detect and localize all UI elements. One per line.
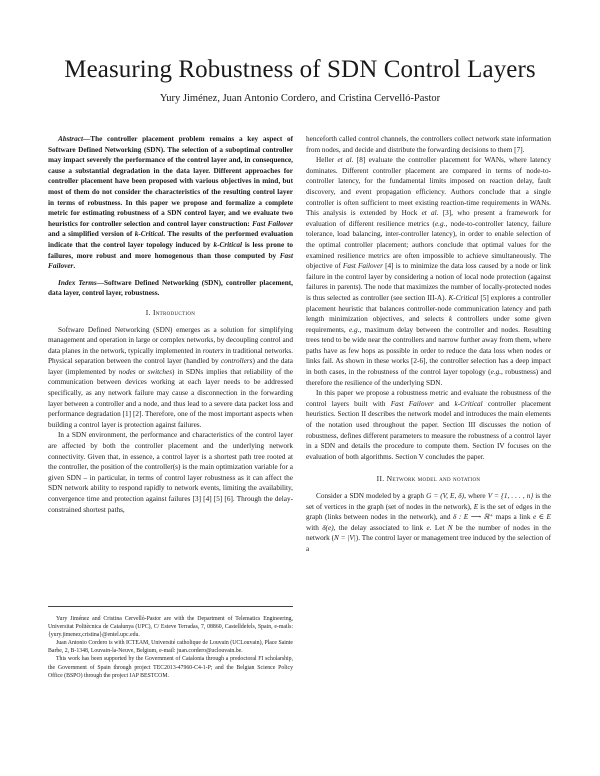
abstract-label: Abstract— xyxy=(58,135,91,143)
network-model-paragraph xyxy=(306,491,551,555)
nm-vertices: V = {1, . . . , n} xyxy=(487,492,534,500)
abstract-k-critical: k-Critical xyxy=(134,230,164,239)
rw-e: [4] is to minimize the data loss caused by a node or link failure in the control layer by considering a notion of local node protection (against failures in parents). The node that maximizes the number of locally-protected nodes is thus selected as controller (see section III-A). xyxy=(306,262,551,302)
index-terms-label: Index Terms xyxy=(58,278,97,287)
nm-de: δ(e) xyxy=(322,523,334,532)
rw-b: [8] evaluate the controller placement for WANs, where latency dominates. Different controller placement are compared in terms of node-to-controller latency, for the fundamental limits imposed on reaction delay, fault discovery, and event propagation efficiency. Authors conclude that a single controller is often sufficient to meet existing reaction-time requirements in WANs. This analysis is extended by Hock xyxy=(306,156,551,218)
nm-b: , where xyxy=(464,492,488,500)
rw-k-critical: K-Critical xyxy=(448,293,479,302)
po-a: In this paper we propose a robustness metric and evaluate the robustness of the control layers built with xyxy=(306,389,551,408)
abstract-text-2: and a simplified version of xyxy=(48,230,135,239)
paper-authors: Yury Jiménez, Juan Antonio Cordero, and Cristina Cervelló-Pastor xyxy=(159,93,441,104)
section-2-heading xyxy=(306,474,551,485)
abstract-text-3: . The results of the performed evaluation indicate that the control layer topology induced by xyxy=(48,230,293,249)
rw-a: Heller xyxy=(316,156,338,165)
rw-etal: et al. xyxy=(337,156,354,165)
footnote-affiliation-2: Juan Antonio Cordero is with ICTEAM, Université catholique de Louvain (UCLouvain), Place Sainte Barbe, 2, B-1348, Louvain-la-Neuve, Belgium, e-mail: juan.cordero@uclouvain.be. xyxy=(48,640,293,655)
footnote xyxy=(48,606,293,680)
po-k-critical: k-Critical xyxy=(454,399,483,408)
nm-d: is the set of edges in the graph (links between nodes in the network), and xyxy=(306,502,551,522)
po-fast-failover: Fast Failover xyxy=(390,399,434,408)
intro-paragraph-2: In a SDN environment, the performance and characteristics of the control layer are affected by both the controller placement and the underlying network connectivity. Given that, in essence, a control layer is a shortest path tree rooted at the controller, the position of the controller(s) is the main optimization variable for a given SDN – in particular, in terms of control layer robustness as it can affect the SDN network ability to respond rapidly to network events, limiting the availability, convergence time and protection against failures [3] [4] [5] [6]. Through the delay-constrained shortest paths, xyxy=(48,431,293,514)
nm-j: ). The control layer or management tree induced by the selection of a xyxy=(306,534,551,553)
paper-outline-paragraph xyxy=(306,388,551,462)
nm-edges: E xyxy=(473,502,479,511)
intro-1e: ) in SDNs implies that reliability of the communication between devices working at each layer needs to be addressed specifically, as any network failure may cause a disconnection in the forwarding layer between a controller and a node, and thus lead to a severe data packet loss and performance degradation [1] [2]. Therefore, one of the most important aspects when building a control layer is protection against failures. xyxy=(48,367,293,429)
nm-c: is the set of vertices in the graph (set of nodes in the network), xyxy=(306,492,551,511)
nm-e: maps a link xyxy=(493,513,533,522)
rw-f: [5] explores a controller placement heuristic that balances controller-node communication latency and path length minimization objectives, and selects xyxy=(306,293,551,324)
nm-graph: G = (V, E, δ) xyxy=(426,492,465,500)
rw-c: [3], who present a framework for evaluation of different resilience metrics ( xyxy=(306,209,551,228)
abstract-fast-failover-2: Fast Failover xyxy=(48,251,293,271)
index-terms xyxy=(48,278,293,299)
po-b: and xyxy=(433,399,455,408)
rw-d: , node-to-controller latency, failure tolerance, load balancing, inter-controller latency), in order to enable selection of the optimal controller placement; authors conclude that optimal values for the examined resilience metrics are often impossible to achieve simultaneously. The objective of xyxy=(306,219,552,271)
rw-k: k xyxy=(448,315,453,324)
section-1-number: I. xyxy=(145,307,151,317)
left-column xyxy=(48,134,293,515)
nm-n: N xyxy=(447,523,453,532)
paper-title: Measuring Robustness of SDN Control Layers xyxy=(64,56,536,83)
abstract xyxy=(48,134,293,272)
nm-f: with xyxy=(306,523,323,532)
nm-nv: N = |V| xyxy=(334,534,356,543)
intro-switches: switches xyxy=(147,367,173,376)
nm-g2: , the delay associated to link xyxy=(333,523,427,532)
rw-eg-2: e.g. xyxy=(348,325,360,334)
nm-el: e xyxy=(426,523,430,532)
abstract-text-1: The controller placement problem remains a key aspect of Software Defined Networking (SDN). The selection of a suboptimal controller may impact severely the performance of the control layer and, in consequence, cause a substantial degradation in the data layer. Different approaches for controller placement have been proposed with various objectives in mind, but most of them do not consider the characteristics of the resulting control layer in terms of robustness. In this paper we propose and formalize a complete metric for estimating robustness of a SDN control layer, and we evaluate two heuristics for controller selection and control layer construction: xyxy=(48,135,293,228)
intro-1a: Software Defined Networking (SDN) emerges as a solution for simplifying management and operation in large or complex networks, by decoupling control and data planes in the network, typically implemented in xyxy=(48,325,293,355)
footnote-affiliation-1: Yury Jiménez and Cristina Cervelló-Pastor are with the Department of Telematics Engineering, Universitat Politècnica de Catalunya (UPC), C/ Esteve Terradas, 7, 08860, Castelldefels, Spain, e-mails: {yury.jimenez,cristina}@entel.upc.edu. xyxy=(48,616,293,639)
rw-g: controllers under some given requirements, xyxy=(306,315,552,334)
section-1-heading xyxy=(48,308,293,319)
abstract-fast-failover: Fast Failover xyxy=(252,219,293,228)
nm-i: be the number of nodes in the network ( xyxy=(306,523,551,543)
related-work-paragraph xyxy=(306,155,551,388)
intro-1b: in traditional networks. Physical separation between the control layer (handled by xyxy=(48,346,293,366)
intro-controllers: controllers xyxy=(220,357,253,366)
rw-i: , robustness) and therefore the resilience of the underlying SDN. xyxy=(306,368,552,387)
section-2-number: II. xyxy=(376,474,385,484)
rw-etal-2: et al. xyxy=(421,209,439,218)
right-column xyxy=(306,134,551,555)
intro-1c: ) and the data layer (implemented by xyxy=(48,357,293,376)
intro-routers: routers xyxy=(202,346,224,355)
intro-nodes: nodes xyxy=(118,367,136,376)
nm-ein: e ∈ E xyxy=(532,513,551,522)
nm-a: Consider a SDN modeled by a graph xyxy=(316,492,427,500)
nm-h: . Let xyxy=(429,523,448,532)
abstract-text-4: is less prone to failures, more robust and more homogenous than those computed by xyxy=(48,240,293,260)
intro-1d: or xyxy=(135,367,148,376)
right-paragraph-0: henceforth called control channels, the controllers collect network state information from nodes, and decide and distribute the forwarding decisions to them [7]. xyxy=(306,135,551,154)
abstract-k-critical-2: k-Critical xyxy=(213,240,243,249)
rw-h: , maximum delay between the controller and nodes. Resulting trees tend to be wide near the controllers and narrow further away from them, where paths have as few hops as possible in order to reduce the data loss when nodes or links fail. As shown in these works [2-6], the controller selection has a deep impact in both cases, in the robustness of the control layer topology ( xyxy=(306,325,551,377)
abstract-text-5: . xyxy=(73,262,76,271)
footnote-funding: This work has been supported by the Government of Catalonia through a predoctoral FI scholarship, the Government of Spain through project TEC2013-47960-C4-1-P; and the Belgian Science Policy Office (BSPO) through the project IAP BESTCOM. xyxy=(48,656,293,679)
rw-eg: e.g. xyxy=(434,219,446,228)
nm-delta: δ : E ⟶ ℝ⁺ xyxy=(453,513,494,522)
section-1-title: Introduction xyxy=(152,307,196,317)
section-2-title: Network model and notation xyxy=(386,474,481,484)
intro-paragraph-1 xyxy=(48,325,293,431)
rw-fast-failover: Fast Failover xyxy=(342,262,383,271)
index-terms-text: —Software Defined Networking (SDN), controller placement, data layer, control layer, robustness. xyxy=(48,278,293,298)
po-c: controller placement heuristics. Section II describes the network model and introduces the main elements of the notation used throughout the paper. Section III discusses the notion of robustness, defines different parameters to measure the robustness of a control layer in a SDN and details the procedure to compute them. Section IV focuses on the evaluation of both algorithms. Section V concludes the paper. xyxy=(306,399,551,461)
rw-eg-3: e.g. xyxy=(490,368,502,377)
